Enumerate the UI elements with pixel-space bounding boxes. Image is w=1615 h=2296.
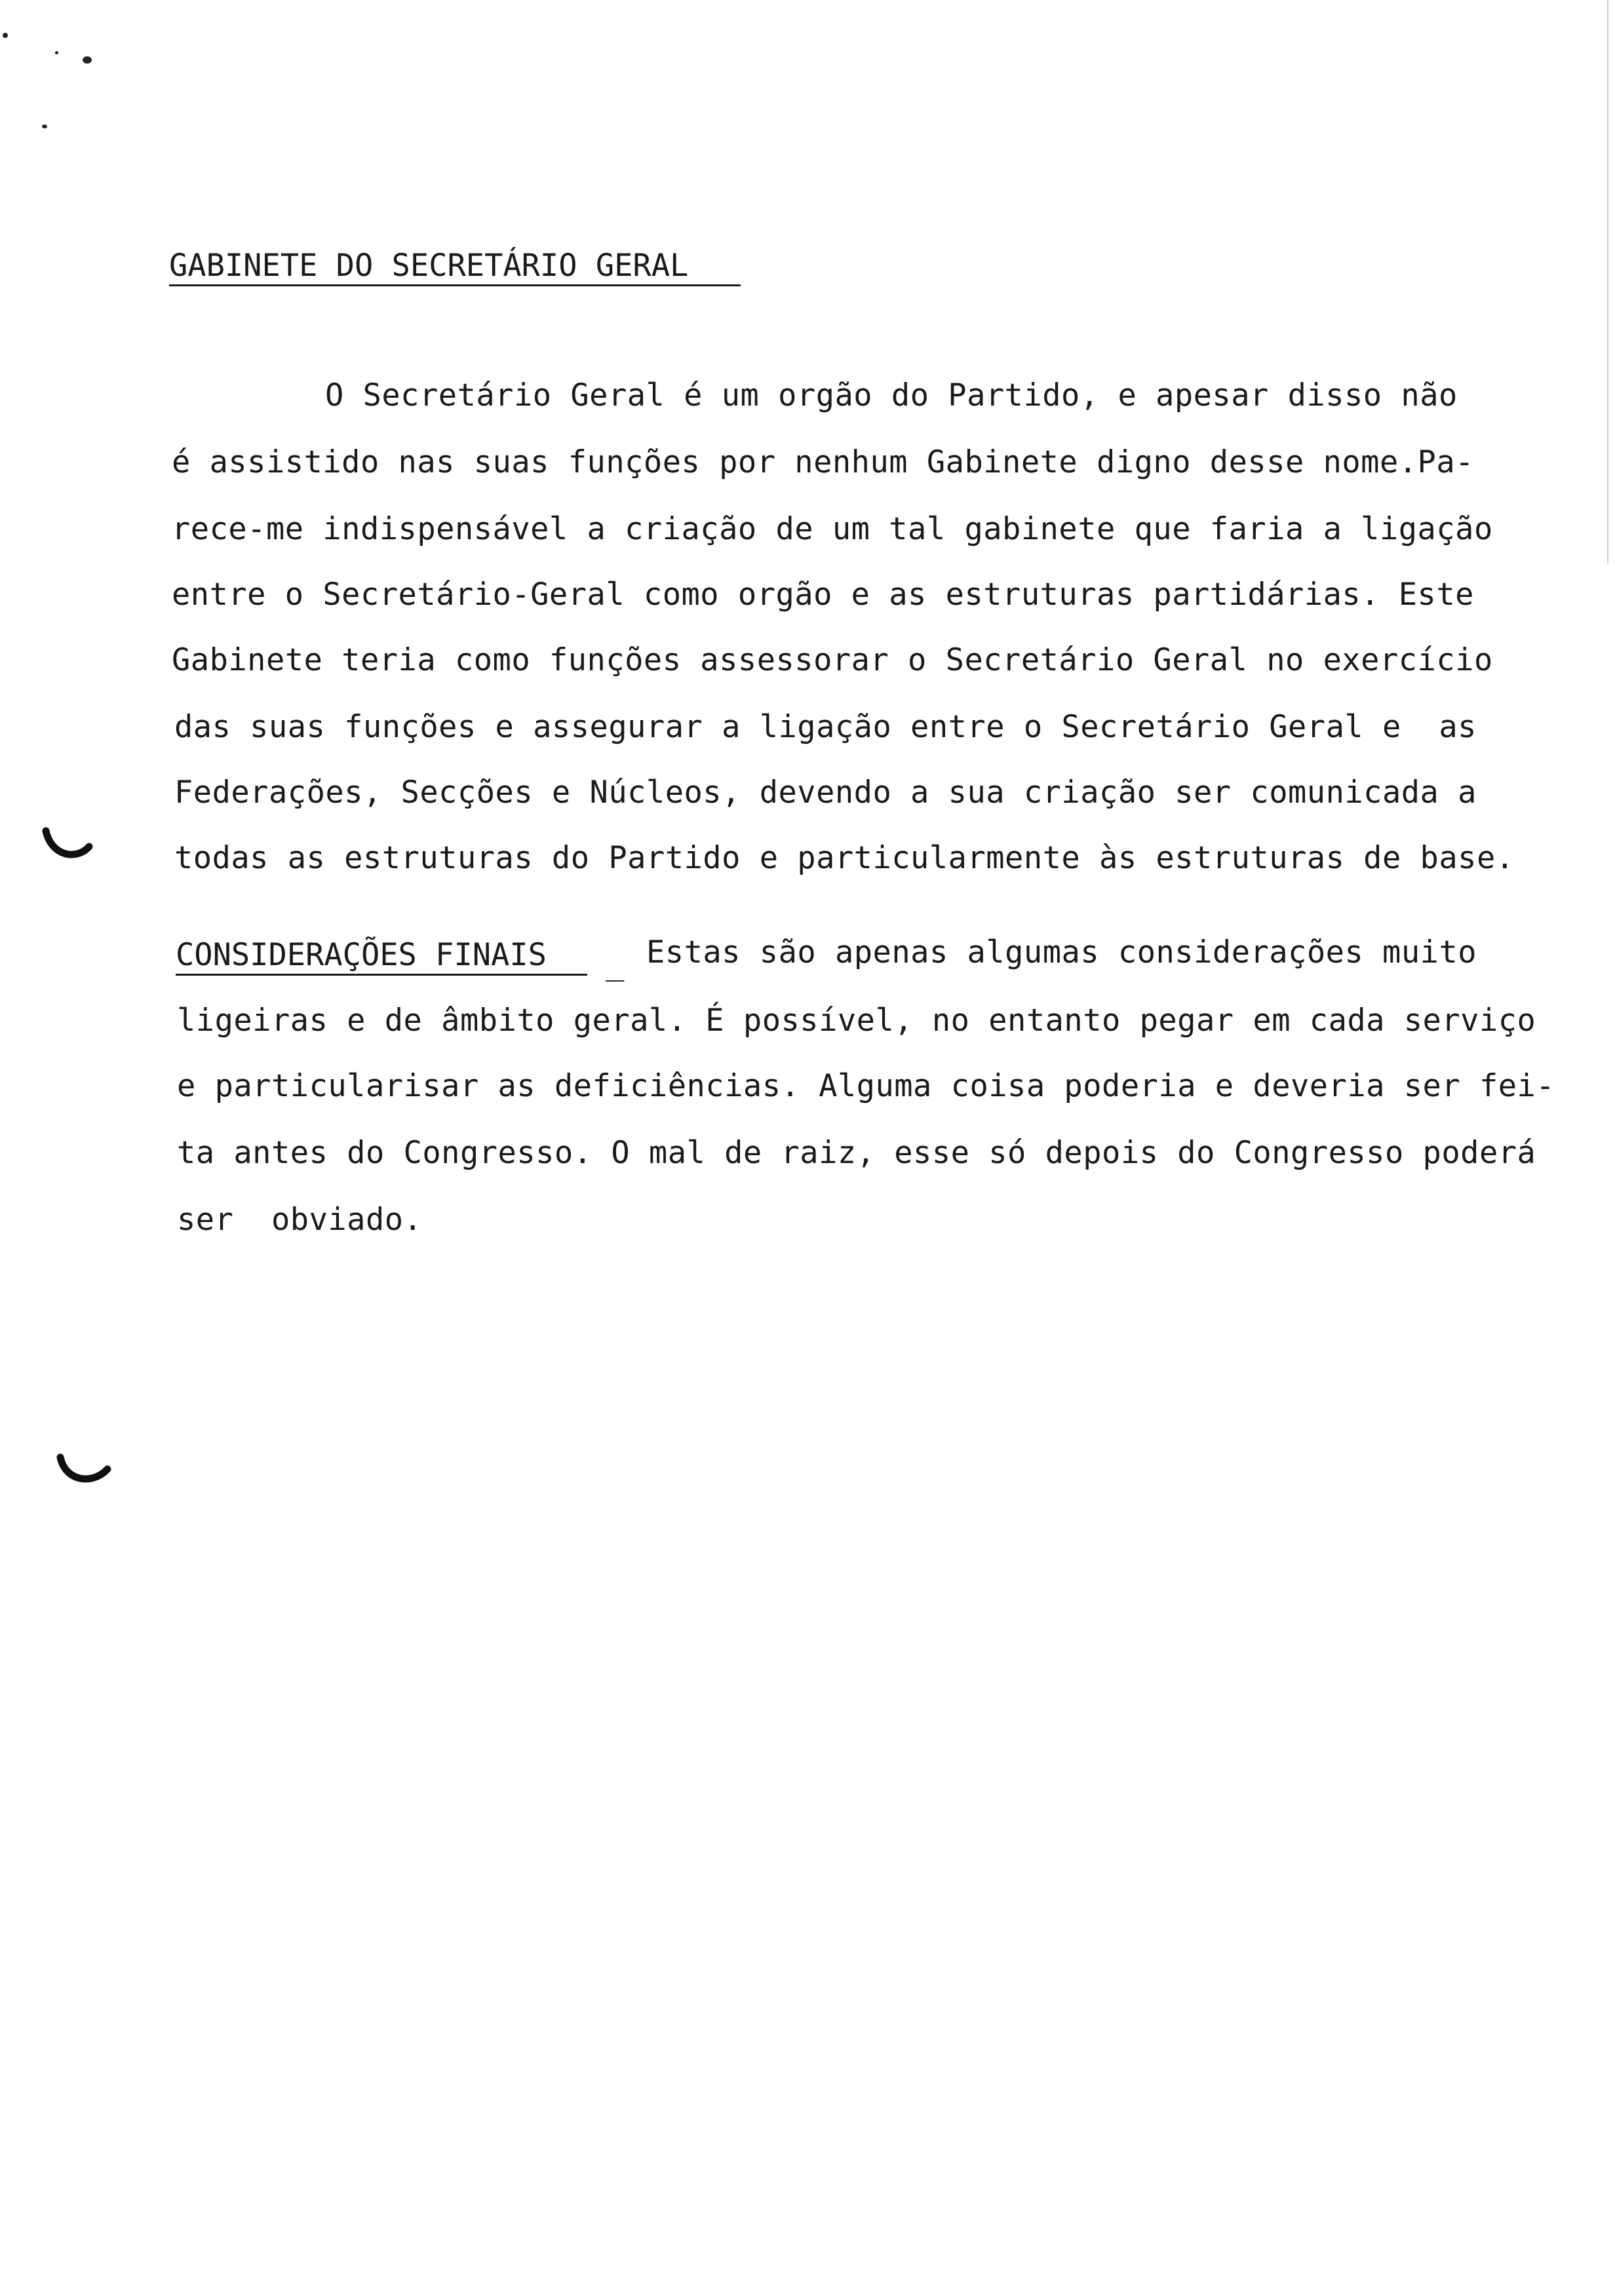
page-edge-shadow <box>1607 0 1608 564</box>
scan-speck <box>42 124 47 128</box>
binder-hole-mark-lower <box>55 1452 114 1491</box>
paragraph-line: Federações, Secções e Núcleos, devendo a sua criação ser comunicada a <box>174 775 1477 811</box>
paragraph-line: Gabinete teria como funções assessorar o Secretário Geral no exercício <box>172 642 1493 678</box>
section-heading-consideracoes: CONSIDERAÇÕES FINAIS <box>176 937 547 973</box>
heading-underline <box>169 284 741 286</box>
heading-dash: _ <box>606 946 625 982</box>
paragraph-line: rece-me indispensável a criação de um tal gabinete que faria a ligação <box>172 511 1493 547</box>
paragraph-line: e particularisar as deficiências. Alguma coisa poderia e deveria ser fei- <box>177 1068 1555 1104</box>
binder-hole-mark-upper <box>42 827 94 866</box>
paragraph-line: ta antes do Congresso. O mal de raiz, esse só depois do Congresso poderá <box>177 1135 1536 1171</box>
paragraph-line: todas as estruturas do Partido e particularmente às estruturas de base. <box>174 840 1515 876</box>
paragraph-line: entre o Secretário-Geral como orgão e as estruturas partidárias. Este <box>172 577 1474 613</box>
scan-speck <box>55 51 58 54</box>
paragraph-line: é assistido nas suas funções por nenhum Gabinete digno desse nome.Pa- <box>172 444 1474 480</box>
paragraph-line: ligeiras e de âmbito geral. É possível, no entanto pegar em cada serviço <box>177 1003 1536 1039</box>
section-heading-gabinete: GABINETE DO SECRETÁRIO GERAL <box>169 248 689 284</box>
heading-underline <box>176 974 587 976</box>
scan-speck <box>83 56 92 64</box>
paragraph-line: Estas são apenas algumas considerações muito <box>646 934 1477 970</box>
paragraph-line: das suas funções e assegurar a ligação entre o Secretário Geral e as <box>174 709 1477 745</box>
paragraph-line: ser obviado. <box>177 1202 423 1238</box>
paragraph-line: O Secretário Geral é um orgão do Partido, e apesar disso não <box>325 377 1458 413</box>
scan-speck <box>3 33 8 38</box>
